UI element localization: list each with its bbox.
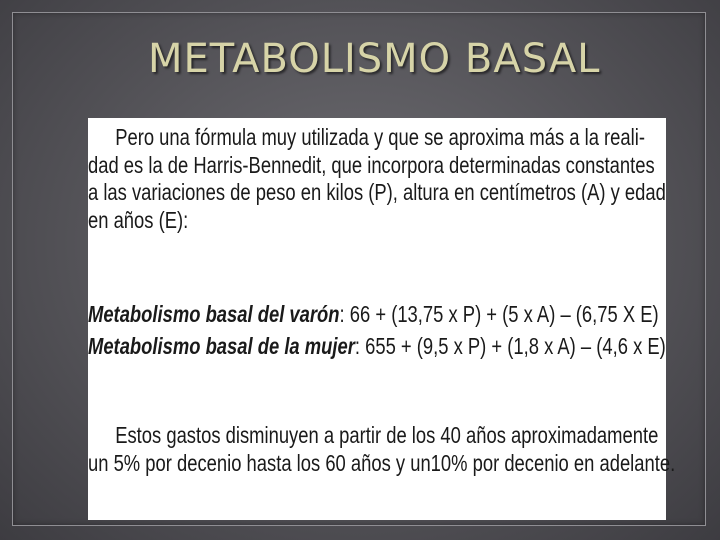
scanned-text-image [88,118,676,520]
text-line: dad es la de Harris-Bennedit, que incorpora determinadas constantes [88,151,655,178]
intro-paragraph [88,124,666,234]
formula-label: Metabolismo basal de la mujer [88,333,355,359]
slide-title: METABOLISMO BASAL [148,36,601,82]
formulas-block [88,301,666,365]
text-line: un 5% por decenio hasta los 60 años y un10% por decenio en adelante. [88,449,676,476]
text-line: en años (E): [88,206,189,233]
formula-male [88,301,666,333]
formula-expression: : 66 + (13,75 x P) + (5 x A) – (6,75 X E) [339,301,659,327]
formula-label: Metabolismo basal del varón [88,301,340,327]
text-line: Estos gastos disminuyen a partir de los 40 años aproximadamente [115,422,659,448]
closing-paragraph [88,422,676,477]
formula-expression: : 655 + (9,5 x P) + (1,8 x A) – (4,6 x E) [354,333,666,359]
formula-female [88,333,666,365]
text-line: a las variaciones de peso en kilos (P), altura en centímetros (A) y edad [88,179,666,205]
text-line: Pero una fórmula muy utilizada y que se aproxima más a la reali- [115,124,645,150]
